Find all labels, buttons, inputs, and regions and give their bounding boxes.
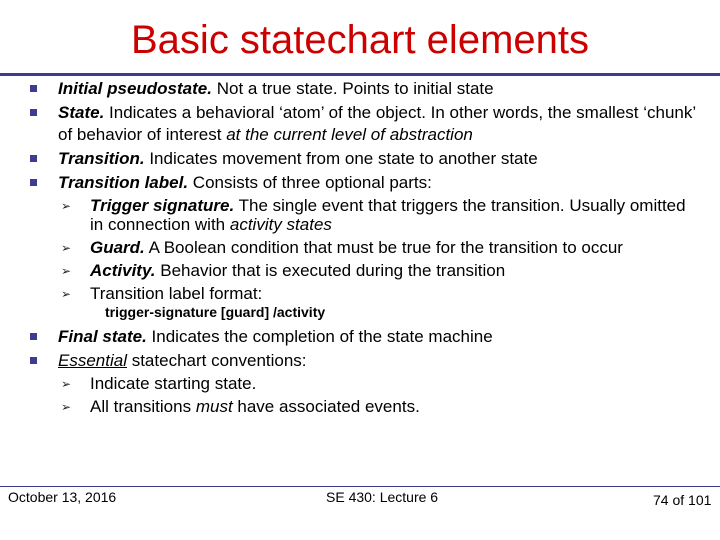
bullet-term: Initial pseudostate. [58,79,212,98]
bullet-text: statechart conventions: [126,351,307,370]
sub-bullet-text: A Boolean condition that must be true for the transition to occur [144,238,623,257]
transition-label-format: trigger-signature [guard] /activity [105,304,326,320]
bullet-final-state [0,326,720,348]
sub-bullet-text: have associated events. [232,397,420,416]
footer-divider [0,486,720,487]
sub-bullet-text: Indicate starting state. [90,374,257,393]
sub-bullet-term: Guard. [90,238,145,257]
bullet-transition [0,148,720,170]
footer-date: October 13, 2016 [8,489,117,505]
sub-bullet-activity [0,261,720,280]
arrow-bullet-icon: ➢ [61,199,72,213]
bullet-text: Consists of three optional parts: [188,173,432,192]
bullet-conventions [0,350,720,372]
bullet-term: Essential [58,351,127,370]
sub-bullet-label-format [0,284,720,303]
sub-bullet-term: Activity. [90,261,156,280]
bullet-text: Indicates the completion of the state machine [146,327,493,346]
sub-bullet-text: Behavior that is executed during the transition [155,261,506,280]
bullet-transition-label [0,172,720,194]
slide-body [0,78,720,420]
arrow-bullet-icon: ➢ [61,400,72,414]
bullet-initial-pseudostate [0,78,720,100]
bullet-text: Not a true state. Points to initial state [211,79,494,98]
arrow-bullet-icon: ➢ [61,241,72,255]
arrow-bullet-icon: ➢ [61,264,72,278]
slide-footer [0,486,720,526]
bullet-text: Indicates a behavioral ‘atom’ of the object. In other words, the smallest ‘chunk’ of behavior of interest [58,103,696,144]
square-bullet-icon [30,155,37,162]
arrow-bullet-icon: ➢ [61,287,72,301]
bullet-italic-text: at the current level of abstraction [226,125,473,144]
bullet-term: Transition label. [58,173,189,192]
square-bullet-icon [30,179,37,186]
sub-bullet-term: Trigger signature. [90,196,235,215]
sub-bullet-italic-text: must [195,397,233,416]
square-bullet-icon [30,85,37,92]
bullet-term: Transition. [58,149,145,168]
title-divider [0,73,720,76]
bullet-text: Indicates movement from one state to another state [144,149,538,168]
footer-page-number: 74 of 101 [653,492,712,508]
bullet-term: State. [58,103,105,122]
arrow-bullet-icon: ➢ [61,377,72,391]
footer-course: SE 430: Lecture 6 [326,489,439,505]
sub-bullet-italic-text: activity states [229,215,332,234]
sub-bullet-trigger-signature [0,196,720,234]
sub-bullet-transitions-events [0,397,720,416]
sub-bullet-text: All transitions [90,397,196,416]
sub-bullet-text: The single event that triggers the transition. Usually omitted in connection with [90,196,686,234]
sub-bullet-text: Transition label format: [90,284,263,303]
sub-bullet-starting-state [0,374,720,393]
bullet-state [0,102,720,146]
bullet-term: Final state. [58,327,147,346]
square-bullet-icon [30,333,37,340]
square-bullet-icon [30,357,37,364]
slide-title: Basic statechart elements [131,18,589,62]
square-bullet-icon [30,109,37,116]
sub-bullet-guard [0,238,720,257]
